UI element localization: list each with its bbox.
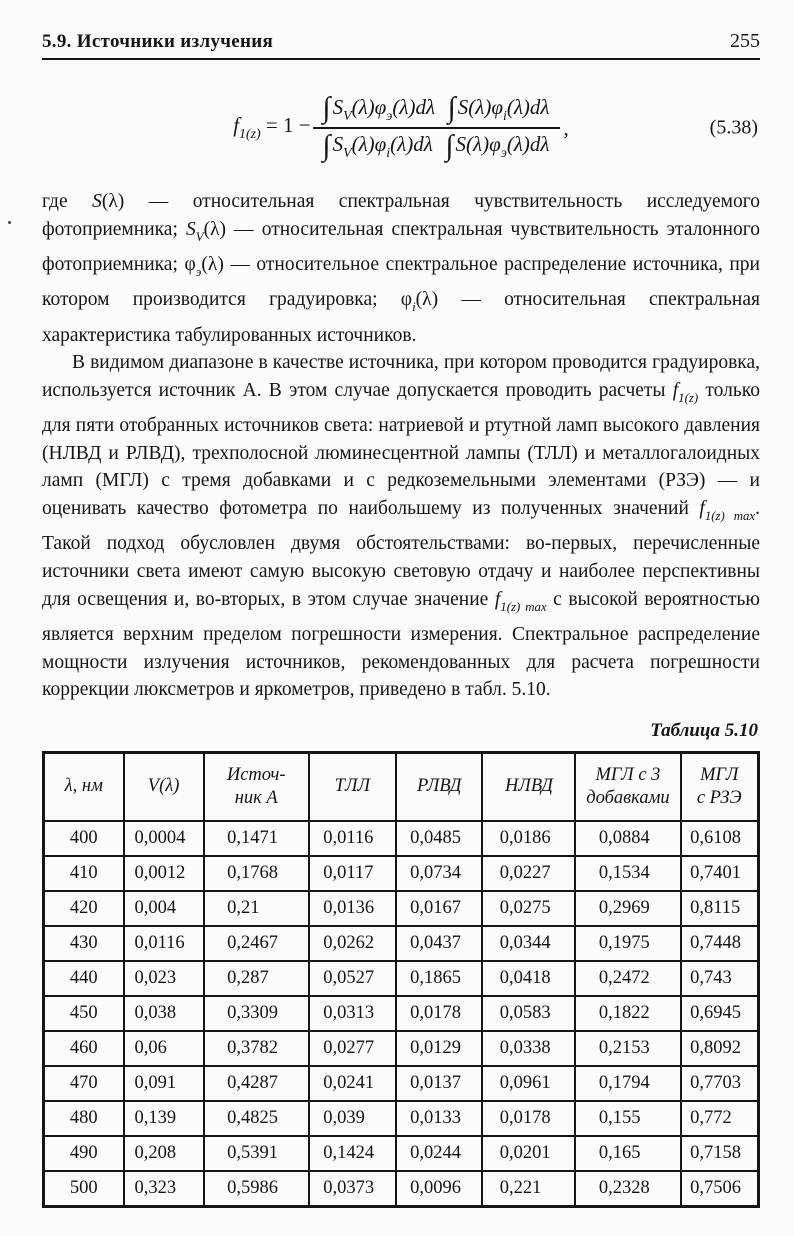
table-cell	[124, 926, 204, 961]
cell-value: 0,1794	[598, 1073, 650, 1094]
table-cell: 460	[44, 1031, 124, 1066]
cell-value: 0,5986	[227, 1178, 278, 1199]
cell-value: 0,0136	[323, 898, 375, 919]
text-segment: (λ)	[506, 132, 530, 156]
cell-value: 0,7703	[690, 1073, 741, 1094]
text-segment: (λ)φ	[468, 94, 503, 119]
table-cell	[124, 1101, 204, 1136]
text-segment: V	[195, 229, 204, 244]
cell-value: 0,6945	[690, 1003, 741, 1024]
column-header: V(λ)	[124, 752, 204, 821]
text-segment: В видимом диапазоне в качестве источника, при котором проводится градуировка, используется источник А. В этом случае допускается проводить расчеты	[42, 352, 760, 401]
cell-value: 0,2472	[598, 968, 650, 989]
column-header: λ, нм	[44, 752, 124, 821]
table-cell	[204, 1101, 309, 1136]
cell-value: 0,165	[598, 1143, 641, 1164]
section-heading: 5.9. Источники излучения	[42, 31, 274, 52]
cell-value: 0,2153	[598, 1038, 650, 1059]
cell-value: 0,0583	[499, 1003, 551, 1024]
equation-5-38	[42, 78, 760, 178]
table-cell	[124, 856, 204, 891]
text-segment: S	[332, 132, 344, 156]
table-cell	[482, 1136, 575, 1171]
fraction-denominator	[313, 129, 560, 164]
text-segment: (λ) — относительная спектральная чувствительность исследуемого фотоприемника;	[42, 191, 761, 240]
text-segment: dλ	[413, 132, 433, 156]
table-cell	[396, 1031, 483, 1066]
cell-value: 0,7401	[690, 863, 741, 884]
table-cell: 450	[44, 996, 124, 1031]
table-cell	[124, 961, 204, 996]
cell-value: 0,323	[134, 1178, 177, 1199]
table-cell	[396, 891, 483, 926]
cell-value: 0,0096	[410, 1178, 461, 1199]
cell-value: 0,0117	[323, 863, 374, 884]
cell-value: 0,1822	[598, 1003, 650, 1024]
text-segment: 1(z)	[239, 126, 261, 142]
table-cell	[309, 996, 396, 1031]
integral-sign: ∫	[447, 92, 456, 125]
table-row	[44, 1066, 759, 1101]
cell-value: 0,0437	[410, 933, 461, 954]
table-cell	[396, 1101, 483, 1136]
text-segment: (λ) — относительное спектральное распределение источника, при котором производится градуировка;	[42, 253, 760, 311]
text-segment: f	[699, 498, 705, 520]
table-cell	[482, 891, 575, 926]
table-cell	[575, 996, 680, 1031]
table-cell	[396, 996, 483, 1031]
text-segment: (λ)	[390, 132, 414, 156]
table-cell	[681, 1136, 759, 1171]
table-cell	[575, 961, 680, 996]
cell-value: 0,772	[690, 1108, 732, 1129]
cell-value: 0,0961	[499, 1073, 551, 1094]
cell-value: 0,091	[134, 1073, 177, 1094]
table-cell: 430	[44, 926, 124, 961]
table-row	[44, 856, 759, 891]
text-segment: с высокой вероятностью является верхним пределом погрешности измерения. Спектральное распределение мощности излучения источников, рекомендованных для расчета погрешности коррекции люксметров и яркометров, приведено в табл. 5.10.	[42, 588, 761, 701]
text-segment: (λ)	[506, 94, 530, 119]
table-cell	[124, 1031, 204, 1066]
text-segment: (λ) — относительная спектральная чувствительность эталонного фотоприемника;	[42, 218, 760, 275]
cell-value: 0,1768	[227, 863, 278, 884]
text-segment: (λ)φ	[466, 132, 501, 156]
cell-value: 0,1534	[598, 863, 650, 884]
table-cell	[309, 1101, 396, 1136]
text-segment: V	[343, 108, 352, 123]
table-cell	[204, 1136, 309, 1171]
running-header	[42, 30, 760, 53]
text-segment: S	[455, 132, 466, 156]
integral-sign: ∫	[322, 129, 331, 162]
text-segment: S	[457, 94, 469, 119]
cell-value: 0,0244	[410, 1143, 461, 1164]
cell-value: 0,0884	[598, 828, 650, 849]
cell-value: 0,139	[134, 1108, 177, 1129]
paragraph-discussion	[42, 349, 760, 703]
cell-value: 0,004	[134, 898, 177, 919]
text-segment: э	[500, 145, 507, 161]
table-cell	[309, 1066, 396, 1101]
text-segment: 1(z)	[678, 390, 699, 405]
text-segment: S	[92, 191, 102, 212]
cell-value: 0,1471	[227, 828, 278, 849]
equation-lhs	[233, 113, 310, 142]
text-segment: φ	[400, 289, 413, 311]
cell-value: 0,0167	[410, 898, 461, 919]
cell-value: 0,8115	[690, 898, 741, 919]
table-cell	[396, 1066, 483, 1101]
table-cell: 420	[44, 891, 124, 926]
cell-value: 0,21	[227, 898, 260, 919]
table-cell	[681, 1066, 759, 1101]
cell-value: 0,0485	[410, 828, 461, 849]
table-row	[44, 926, 759, 961]
cell-value: 0,039	[323, 1108, 365, 1129]
cell-value: 0,7506	[690, 1178, 741, 1199]
table-cell	[482, 961, 575, 996]
text-segment: 1(z) max	[704, 508, 756, 523]
table-cell	[204, 926, 309, 961]
cell-value: 0,221	[499, 1178, 542, 1199]
cell-value: 0,2969	[598, 898, 650, 919]
table-cell	[482, 1031, 575, 1066]
table-row	[44, 891, 759, 926]
text-segment: (λ)φ	[351, 132, 387, 156]
table-cell	[575, 1031, 680, 1066]
table-cell	[309, 961, 396, 996]
table-cell	[396, 856, 483, 891]
table-cell	[309, 1136, 396, 1171]
table-row	[44, 1101, 759, 1136]
table-cell	[396, 821, 483, 856]
text-segment: i	[412, 300, 416, 315]
table-cell: 440	[44, 961, 124, 996]
cell-value: 0,0004	[134, 828, 186, 849]
table-cell: 410	[44, 856, 124, 891]
table-cell	[575, 856, 680, 891]
cell-value: 0,0338	[499, 1038, 551, 1059]
table-row	[44, 821, 759, 856]
table-cell	[482, 1171, 575, 1207]
equation-body	[233, 92, 569, 164]
table-cell	[309, 926, 396, 961]
table-cell	[204, 1031, 309, 1066]
text-segment: S	[332, 94, 344, 119]
scan-speck-dot	[8, 221, 11, 224]
table-cell	[681, 961, 759, 996]
table-cell	[309, 1031, 396, 1066]
cell-value: 0,0116	[134, 933, 185, 954]
text-segment: где	[42, 191, 93, 212]
table-cell	[396, 961, 483, 996]
table-cell	[575, 891, 680, 926]
cell-value: 0,0129	[410, 1038, 461, 1059]
cell-value: 0,0137	[410, 1073, 461, 1094]
text-segment: только для пяти отобранных источников света: натриевой и ртутной ламп высокого давления (НЛВД и РЛВД), трехполосной люминесцентной лампы (ТЛЛ) и металлогалоидных ламп (МГЛ) с тремя добавками и с редкоземельными элементами (РЗЭ) — и оценивать качество фотометра по наибольшему из полученных значений	[42, 379, 760, 520]
table-cell	[204, 856, 309, 891]
table-cell	[309, 891, 396, 926]
cell-value: 0,287	[227, 968, 269, 989]
table-cell	[482, 926, 575, 961]
table-cell	[681, 891, 759, 926]
column-header: МГЛ с РЗЭ	[681, 752, 759, 821]
table-cell	[124, 821, 204, 856]
column-header: МГЛ с 3 добавками	[575, 752, 680, 821]
table-cell	[204, 1171, 309, 1207]
page-number: 255	[730, 30, 760, 52]
table-cell	[396, 926, 483, 961]
text-segment: dλ	[529, 132, 550, 156]
table-cell	[681, 926, 759, 961]
text-segment: f	[494, 588, 501, 610]
cell-value: 0,0527	[323, 968, 375, 989]
cell-value: 0,0012	[134, 863, 186, 884]
cell-value: 0,0734	[410, 863, 461, 884]
table-cell	[575, 1171, 680, 1207]
text-segment: i	[502, 108, 507, 123]
cell-value: 0,0133	[410, 1108, 461, 1129]
table-cell: 470	[44, 1066, 124, 1101]
table-caption: Таблица 5.10	[650, 719, 758, 741]
text-segment: э	[386, 108, 393, 123]
text-segment: 1(z) max	[500, 599, 547, 614]
table-row	[44, 1136, 759, 1171]
cell-value: 0,0275	[499, 898, 551, 919]
table-cell	[482, 1066, 575, 1101]
table-cell	[309, 821, 396, 856]
cell-value: 0,0201	[499, 1143, 551, 1164]
table-cell: 490	[44, 1136, 124, 1171]
cell-value: 0,3782	[227, 1038, 278, 1059]
cell-value: 0,0116	[323, 828, 374, 849]
text-segment: (λ)	[392, 94, 416, 119]
cell-value: 0,0277	[323, 1038, 375, 1059]
table-cell	[482, 821, 575, 856]
cell-value: 0,0178	[499, 1108, 551, 1129]
cell-value: 0,0418	[499, 968, 551, 989]
table-cell	[575, 1066, 680, 1101]
cell-value: 0,8092	[690, 1038, 741, 1059]
header-rule	[42, 58, 760, 60]
table-cell	[124, 1066, 204, 1101]
table-cell	[482, 856, 575, 891]
text-segment: V	[343, 145, 352, 161]
table-cell	[575, 926, 680, 961]
fraction	[313, 92, 560, 164]
table-header-row	[44, 752, 759, 821]
table-cell	[482, 996, 575, 1031]
cell-value: 0,6108	[690, 828, 741, 849]
column-header: Источ- ник А	[204, 752, 309, 821]
integral-sign: ∫	[445, 129, 454, 162]
text-segment: f	[233, 113, 240, 138]
fraction-numerator	[313, 92, 560, 129]
table-cell: 500	[44, 1171, 124, 1207]
cell-value: 0,7448	[690, 933, 741, 954]
cell-value: 0,0241	[323, 1073, 375, 1094]
cell-value: 0,0344	[499, 933, 551, 954]
table-cell	[204, 961, 309, 996]
table-cell	[575, 821, 680, 856]
cell-value: 0,0227	[499, 863, 551, 884]
equation-trailing-comma: ,	[563, 115, 569, 140]
table-cell: 480	[44, 1101, 124, 1136]
table-cell: 400	[44, 821, 124, 856]
cell-value: 0,4825	[227, 1108, 278, 1129]
table-5-10	[42, 751, 760, 1208]
cell-value: 0,0178	[410, 1003, 461, 1024]
cell-value: 0,1865	[410, 968, 461, 989]
cell-value: 0,0373	[323, 1178, 375, 1199]
cell-value: 0,0313	[323, 1003, 375, 1024]
cell-value: 0,2328	[598, 1178, 650, 1199]
paragraph-definitions	[42, 188, 760, 349]
table-cell	[204, 891, 309, 926]
table-row	[44, 996, 759, 1031]
table-row	[44, 961, 759, 996]
text-segment: i	[386, 145, 391, 161]
text-segment: dλ	[529, 94, 550, 119]
table-cell	[204, 996, 309, 1031]
cell-value: 0,1975	[598, 933, 650, 954]
text-segment: . Такой подход обусловлен двумя обстоятельствами: во-первых, перечисленные источники света имеют самую высокую световую отдачу и наиболее перспективны для освещения и, во-вторых, в этом случае значение	[42, 498, 760, 610]
table-row	[44, 1171, 759, 1207]
table-cell	[681, 1031, 759, 1066]
table-cell	[575, 1101, 680, 1136]
table-cell	[681, 856, 759, 891]
cell-value: 0,038	[134, 1003, 177, 1024]
table-cell	[396, 1136, 483, 1171]
column-header: РЛВД	[396, 752, 483, 821]
cell-value: 0,0186	[499, 828, 551, 849]
table-cell	[681, 1171, 759, 1207]
table-cell	[124, 1136, 204, 1171]
table-cell	[681, 996, 759, 1031]
cell-value: 0,5391	[227, 1143, 278, 1164]
table-row	[44, 1031, 759, 1066]
text-segment: (λ)φ	[351, 94, 387, 119]
cell-value: 0,1424	[323, 1143, 375, 1164]
table-cell	[575, 1136, 680, 1171]
table-cell	[124, 891, 204, 926]
table-cell	[204, 821, 309, 856]
text-segment: (λ) — относительная спектральная характеристика табулированных источников.	[42, 289, 760, 346]
cell-value: 0,4287	[227, 1073, 278, 1094]
table-cell	[681, 821, 759, 856]
cell-value: 0,743	[690, 968, 732, 989]
cell-value: 0,06	[134, 1038, 167, 1059]
text-segment: э	[195, 264, 202, 279]
cell-value: 0,155	[598, 1108, 641, 1129]
text-segment: = 1 −	[260, 113, 311, 138]
cell-value: 0,0262	[323, 933, 375, 954]
column-header: ТЛЛ	[309, 752, 396, 821]
cell-value: 0,208	[134, 1143, 177, 1164]
cell-value: 0,2467	[227, 933, 278, 954]
table-cell	[124, 996, 204, 1031]
text-segment: S	[185, 218, 196, 240]
text-segment: f	[672, 379, 679, 401]
equation-number: (5.38)	[709, 116, 758, 139]
table-cell	[309, 1171, 396, 1207]
integral-sign: ∫	[322, 92, 331, 125]
table-cell	[681, 1101, 759, 1136]
cell-value: 0,3309	[227, 1003, 278, 1024]
column-header: НЛВД	[482, 752, 575, 821]
table-cell	[309, 856, 396, 891]
cell-value: 0,023	[134, 968, 177, 989]
table-cell	[396, 1171, 483, 1207]
table-cell	[204, 1066, 309, 1101]
text-segment: dλ	[415, 94, 436, 119]
table-cell	[124, 1171, 204, 1207]
table-cell	[482, 1101, 575, 1136]
cell-value: 0,7158	[690, 1143, 741, 1164]
text-segment: φ	[184, 253, 196, 275]
